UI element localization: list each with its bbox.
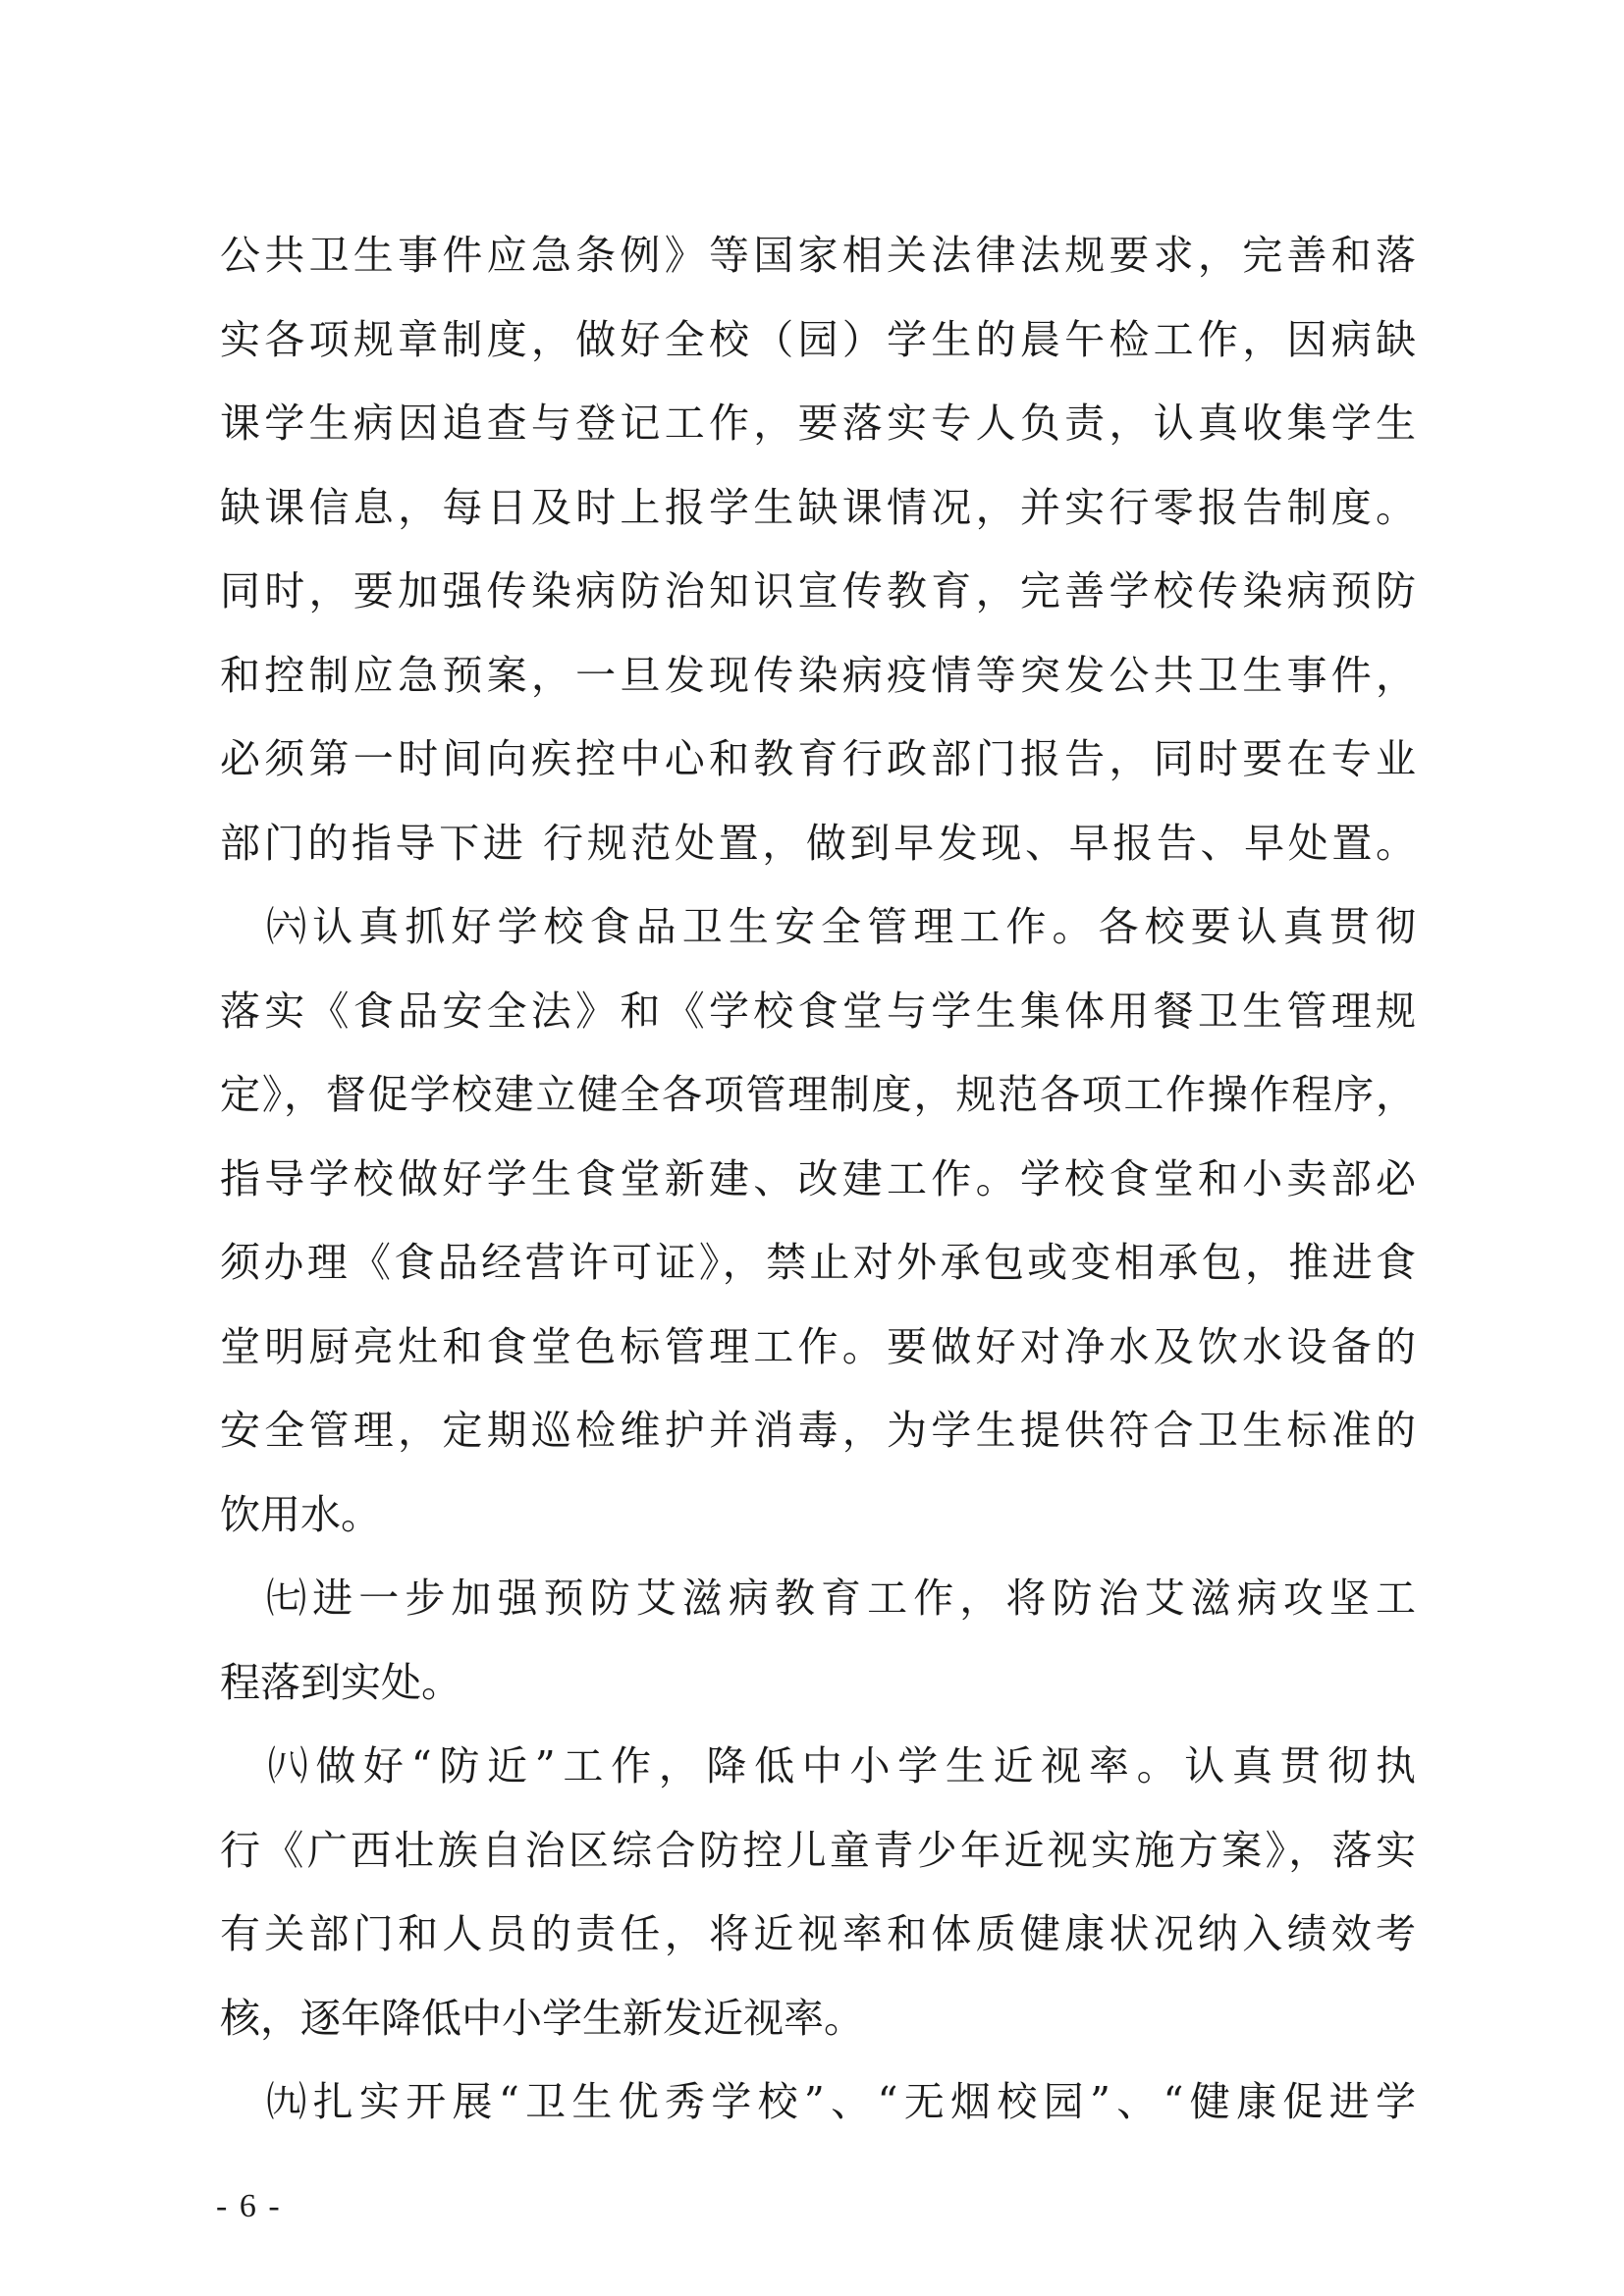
page-number: - 6 - <box>216 2188 282 2224</box>
text-line: ㈥认真抓好学校食品卫生安全管理工作。各校要认真贯彻 <box>220 903 1416 950</box>
text-line: 同时，要加强传染病防治知识宣传教育，完善学校传染病预防 <box>220 567 1416 614</box>
text-line: ㈦进一步加强预防艾滋病教育工作，将防治艾滋病攻坚工 <box>220 1575 1416 1622</box>
text-line: 和控制应急预案，一旦发现传染病疫情等突发公共卫生事件， <box>220 651 1416 699</box>
text-line: 安全管理，定期巡检维护并消毒，为学生提供符合卫生标准的 <box>220 1407 1416 1454</box>
text-line: 落实《食品安全法》和《学校食堂与学生集体用餐卫生管理规 <box>220 987 1416 1035</box>
body-text <box>220 214 1416 2145</box>
text-line: 核，逐年降低中小学生新发近视率。 <box>220 1994 864 2042</box>
text-line: 饮用水。 <box>220 1490 381 1538</box>
text-line: 有关部门和人员的责任，将近视率和体质健康状况纳入绩效考 <box>220 1910 1416 1957</box>
text-line: 须办理《食品经营许可证》，禁止对外承包或变相承包，推进食 <box>220 1239 1416 1286</box>
text-line: 堂明厨亮灶和食堂色标管理工作。要做好对净水及饮水设备的 <box>220 1322 1416 1370</box>
text-line: 行《广西壮族自治区综合防控儿童青少年近视实施方案》，落实 <box>220 1826 1416 1874</box>
text-line: 公共卫生事件应急条例》等国家相关法律法规要求，完善和落 <box>220 232 1416 279</box>
text-line: 指导学校做好学生食堂新建、改建工作。学校食堂和小卖部必 <box>220 1154 1416 1202</box>
text-line: 课学生病因追查与登记工作，要落实专人负责，认真收集学生 <box>220 400 1416 447</box>
text-line: 部门的指导下进 行规范处置，做到早发现、早报告、早处置。 <box>220 819 1416 867</box>
text-line: 定》，督促学校建立健全各项管理制度，规范各项工作操作程序， <box>220 1071 1416 1118</box>
text-line: 必须第一时间向疾控中心和教育行政部门报告，同时要在专业 <box>220 735 1416 782</box>
text-line: ㈨扎实开展“卫生优秀学校”、“无烟校园”、“健康促进学 <box>220 2078 1416 2125</box>
text-line: 程落到实处。 <box>220 1658 461 1706</box>
text-line: 实各项规章制度，做好全校（园）学生的晨午检工作，因病缺 <box>220 315 1416 363</box>
text-line: ㈧做好“防近”工作，降低中小学生近视率。认真贯彻执 <box>220 1742 1416 1789</box>
text-line: 缺课信息，每日及时上报学生缺课情况，并实行零报告制度。 <box>220 483 1416 531</box>
